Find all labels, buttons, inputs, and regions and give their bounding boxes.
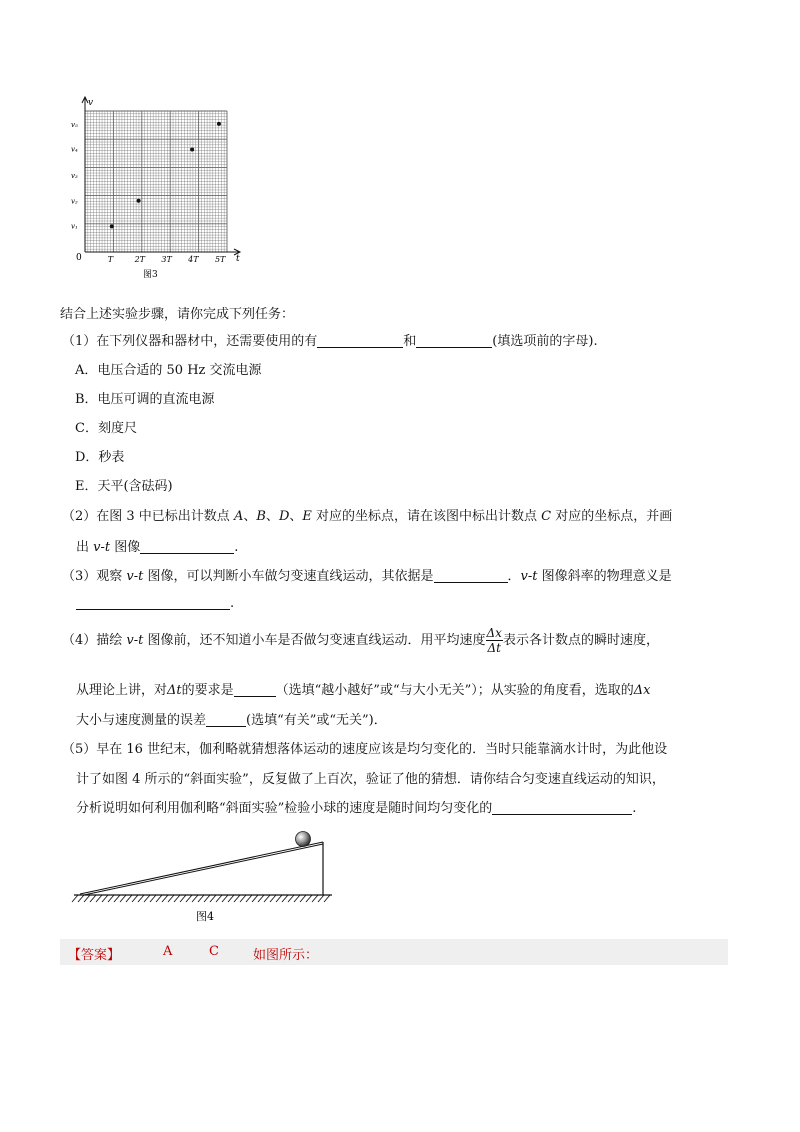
- option-e: E．天平(含砝码): [75, 479, 173, 494]
- incline-bottom-edge: [84, 844, 323, 895]
- hatch-line: [198, 895, 204, 902]
- hatch-line: [324, 895, 330, 902]
- answer-1: A: [163, 944, 173, 959]
- hatch-line: [102, 895, 108, 902]
- hatch-line: [150, 895, 156, 902]
- option-d: D．秒表: [75, 450, 125, 465]
- x-tick-labels: [108, 255, 226, 264]
- origin-label: 0: [76, 253, 82, 263]
- hatch-line: [168, 895, 174, 902]
- question-2-line-1: （2）在图 3 中已标出计数点 A、B、D、E 对应的坐标点，请在该图中标出计数点 C 对应的坐标点，并画: [62, 509, 673, 524]
- hatch-line: [276, 895, 282, 902]
- hatch-line: [246, 895, 252, 902]
- question-5-line-2: 计了如图 4 所示的“斜面实验”，反复做了上百次，验证了他的猜想．请你结合匀变速直线运动的知识，: [76, 772, 665, 787]
- q3-blank-1[interactable]: [434, 568, 508, 583]
- hatch-line: [138, 895, 144, 902]
- option-a: A．电压合适的 50 Hz 交流电源: [75, 363, 262, 378]
- chart-grid: [85, 111, 227, 252]
- ball: [296, 832, 311, 847]
- question-4-line-2: 从理论上讲，对Δt的要求是 （选填“越小越好”或“与大小无关”）；从实验的角度看，选取的Δx: [76, 683, 651, 698]
- hatch-line: [162, 895, 168, 902]
- q1-blank-1[interactable]: [317, 333, 403, 348]
- hatch-line: [252, 895, 258, 902]
- y-tick-label: v₄: [71, 145, 78, 154]
- x-axis-label: t: [236, 254, 240, 264]
- hatch-line: [294, 895, 300, 902]
- hatch-line: [174, 895, 180, 902]
- answer-bar: [60, 939, 728, 965]
- hatch-line: [258, 895, 264, 902]
- x-tick-label: 2T: [134, 255, 146, 264]
- incline-top-surface: [80, 842, 323, 894]
- q1-blank-2[interactable]: [416, 333, 492, 348]
- hatch-line: [108, 895, 114, 902]
- q2-blank[interactable]: [140, 539, 234, 554]
- hatch-line: [96, 895, 102, 902]
- question-5-line-1: （5）早在 16 世纪末，伽利略就猜想落体运动的速度应该是均匀变化的．当时只能靠滴水计时，为此他设: [62, 742, 668, 757]
- x-tick-label: 4T: [188, 255, 199, 264]
- answer-2: C: [209, 944, 219, 959]
- x-tick-label: 5T: [214, 255, 226, 264]
- hatch-line: [216, 895, 222, 902]
- hatch-line: [90, 895, 96, 902]
- hatch-line: [270, 895, 276, 902]
- q4-blank-1[interactable]: [234, 682, 276, 697]
- hatch-line: [300, 895, 306, 902]
- question-3-line-2: .: [76, 595, 234, 611]
- average-velocity-fraction: $\frac{\Delta x}{\Delta t}$: [486, 626, 502, 655]
- question-2-line-2: 出 v-t 图像 .: [76, 540, 239, 555]
- y-tick-label: v₅: [71, 120, 78, 129]
- hatch-line: [120, 895, 126, 902]
- hatch-line: [192, 895, 198, 902]
- hatch-line: [204, 895, 210, 902]
- figure3-chart: [60, 90, 260, 290]
- data-point: [190, 147, 194, 151]
- hatch-line: [186, 895, 192, 902]
- y-tick-labels: [71, 121, 78, 231]
- x-tick-label: 3T: [161, 255, 172, 264]
- answer-3: 如图所示：: [253, 948, 319, 963]
- hatch-line: [78, 895, 84, 902]
- hatch-line: [156, 895, 162, 902]
- x-tick-label: T: [107, 255, 114, 264]
- hatch-line: [126, 895, 132, 902]
- q3-blank-2[interactable]: [76, 595, 230, 610]
- question-4-line-1: （4）描绘 v-t 图像前，还不知道小车是否做匀变速直线运动．用平均速度 $\frac{\Delta x}{\Delta t}$ 表示各计数点的瞬时速度，: [62, 626, 659, 655]
- answer-label: 【答案】: [68, 948, 121, 963]
- hatch-line: [318, 895, 324, 902]
- hatch-line: [282, 895, 288, 902]
- y-tick-label: v₃: [71, 172, 78, 181]
- figure4-caption: 图4: [196, 910, 214, 923]
- question-1: （1）在下列仪器和器材中，还需要使用的有 和 (填选项前的字母).: [62, 334, 598, 349]
- hatch-line: [210, 895, 216, 902]
- question-3-line-1: （3）观察 v-t 图像，可以判断小车做匀变速直线运动，其依据是 ．v-t 图像斜率的物理意义是: [62, 569, 672, 584]
- q5-blank[interactable]: [492, 800, 632, 815]
- hatch-line: [180, 895, 186, 902]
- data-point: [217, 122, 221, 126]
- figure3-caption: 图3: [143, 270, 158, 280]
- data-point: [110, 224, 114, 228]
- y-tick-label: v₁: [71, 222, 78, 231]
- hatch-line: [288, 895, 294, 902]
- q4-blank-2[interactable]: [206, 712, 246, 727]
- y-axis-label: v: [88, 98, 94, 108]
- hatch-line: [234, 895, 240, 902]
- hatch-line: [132, 895, 138, 902]
- figure4-incline: [70, 826, 340, 926]
- hatch-line: [84, 895, 90, 902]
- data-point: [137, 199, 141, 203]
- option-c: C．刻度尺: [75, 421, 137, 436]
- option-b: B．电压可调的直流电源: [75, 392, 215, 407]
- hatch-line: [144, 895, 150, 902]
- intro-text: 结合上述实验步骤，请你完成下列任务：: [60, 307, 295, 322]
- y-tick-label: v₂: [71, 197, 78, 206]
- hatch-line: [72, 895, 78, 902]
- hatch-line: [114, 895, 120, 902]
- hatch-line: [264, 895, 270, 902]
- question-5-line-3: 分析说明如何利用伽利略“斜面实验”检验小球的速度是随时间均匀变化的 .: [76, 801, 637, 816]
- hatch-line: [306, 895, 312, 902]
- hatch-line: [240, 895, 246, 902]
- hatch-line: [228, 895, 234, 902]
- hatch-line: [312, 895, 318, 902]
- ground-hatching: [72, 895, 330, 902]
- question-4-line-3: 大小与速度测量的误差 (选填“有关”或“无关”)．: [76, 713, 387, 728]
- hatch-line: [222, 895, 228, 902]
